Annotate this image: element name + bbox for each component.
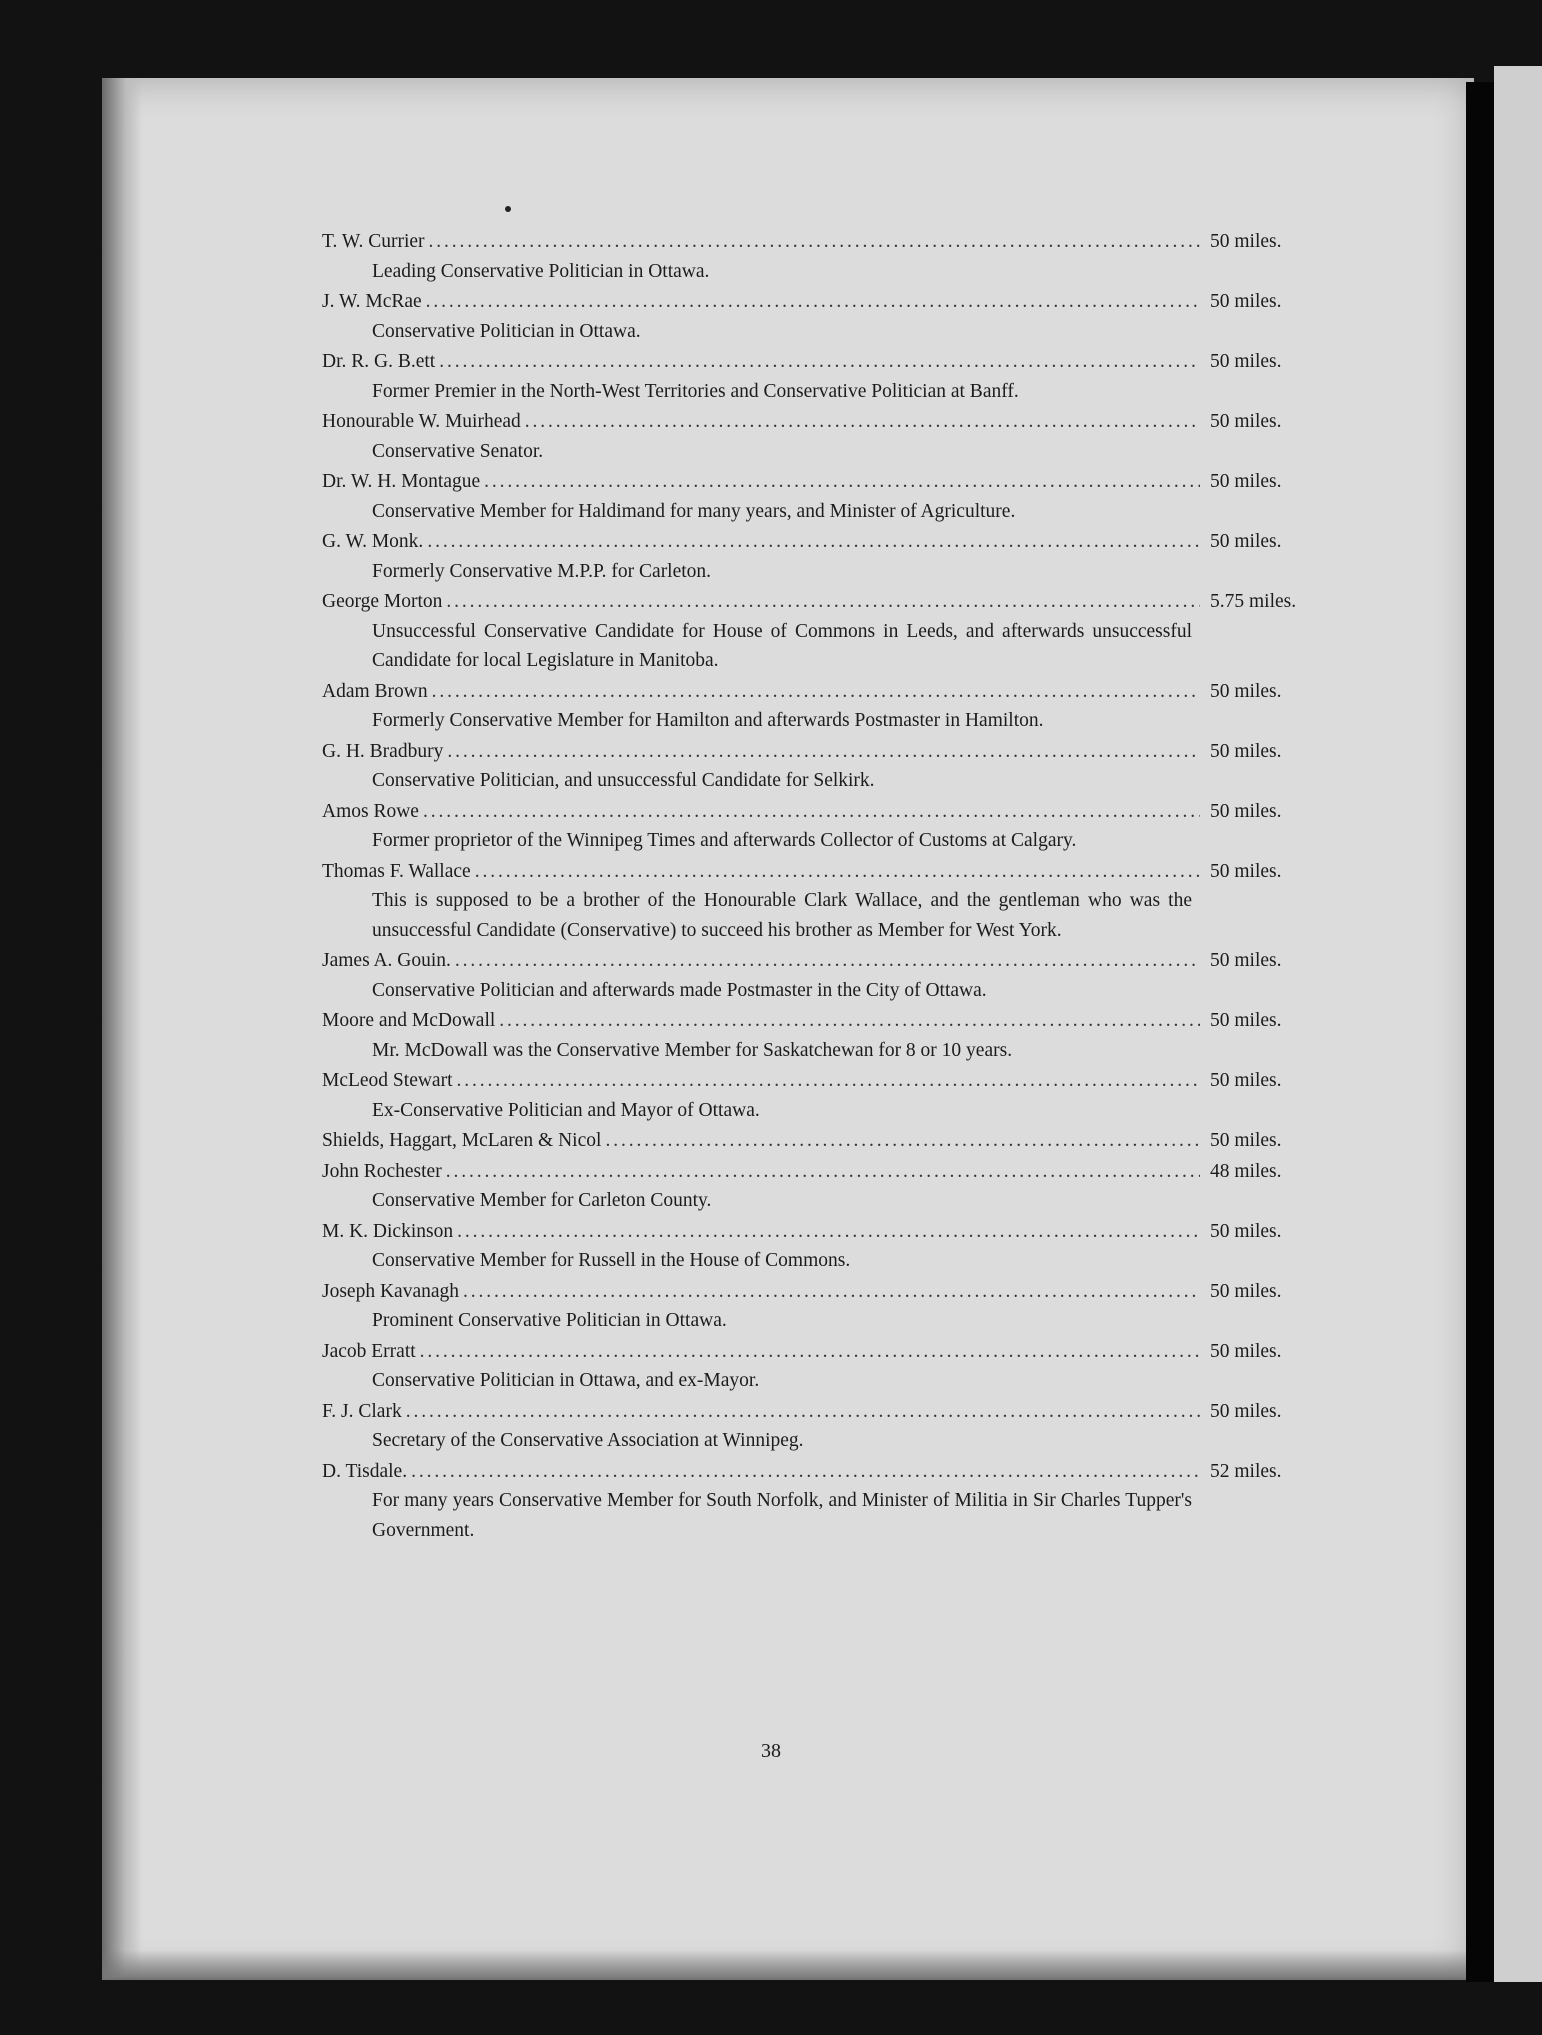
entry-name: Joseph Kavanagh xyxy=(322,1280,460,1302)
entry-description: Formerly Conservative Member for Hamilton and afterwards Postmaster in Hamilton. xyxy=(372,710,1044,731)
dot-leader xyxy=(423,797,1200,827)
entry-distance: 50 miles. xyxy=(1210,411,1282,432)
dot-leader xyxy=(525,407,1200,437)
entry-distance: 50 miles. xyxy=(1210,231,1282,252)
entry-heading-row xyxy=(322,857,1332,887)
entry-distance: 50 miles. xyxy=(1210,1070,1282,1091)
ink-dot xyxy=(505,206,511,212)
entry-heading-row xyxy=(322,1066,1332,1096)
dot-leader xyxy=(446,587,1200,617)
dot-leader xyxy=(432,677,1200,707)
entry-description: Conservative Senator. xyxy=(372,440,544,462)
entry-heading-row xyxy=(322,467,1332,497)
entry-distance: 50 miles. xyxy=(1210,950,1282,971)
entry-heading-row xyxy=(322,1457,1332,1487)
list-item xyxy=(322,1397,1332,1456)
list-item xyxy=(322,1006,1332,1065)
entry-name: Adam Brown xyxy=(322,680,428,702)
entry-heading-row xyxy=(322,1397,1332,1427)
entry-description: Conservative Member for Carleton County. xyxy=(372,1190,712,1211)
entry-description: Ex-Conservative Politician and Mayor of Ottawa. xyxy=(372,1099,760,1121)
entry-description: This is supposed to be a brother of the Honourable Clark Wallace, and the gentleman who was the unsuccessful Candidate (Conservative) to succeed his brother as Member for West York. xyxy=(372,890,1192,941)
entry-list xyxy=(322,227,1332,1546)
page-bottom-shadow xyxy=(102,1950,1474,1980)
dot-leader xyxy=(605,1126,1200,1156)
entry-distance: 50 miles. xyxy=(1210,471,1282,492)
page-number: 38 xyxy=(761,1740,781,1762)
list-item xyxy=(322,587,1332,676)
entry-heading-row xyxy=(322,587,1332,617)
entry-distance: 50 miles. xyxy=(1210,1010,1282,1031)
list-item xyxy=(322,677,1332,736)
entry-heading-row xyxy=(322,1157,1332,1187)
entry-name: G. H. Bradbury xyxy=(322,740,444,762)
entry-distance: 50 miles. xyxy=(1210,680,1282,702)
list-item xyxy=(322,527,1332,586)
dot-leader xyxy=(475,857,1200,887)
entry-heading-row xyxy=(322,737,1332,767)
entry-description: Former Premier in the North-West Territories and Conservative Politician at Banff. xyxy=(372,380,1019,402)
entry-description: Prominent Conservative Politician in Ottawa. xyxy=(372,1310,727,1331)
dot-leader xyxy=(426,287,1200,317)
list-item xyxy=(322,1157,1332,1216)
list-item xyxy=(322,347,1332,406)
dot-leader xyxy=(463,1277,1200,1307)
entry-description: Leading Conservative Politician in Ottawa. xyxy=(372,260,710,282)
list-item xyxy=(322,227,1332,286)
list-item xyxy=(322,1337,1332,1396)
entry-distance: 50 miles. xyxy=(1210,1400,1282,1422)
entry-name: D. Tisdale. xyxy=(322,1460,408,1482)
entry-heading-row xyxy=(322,1277,1332,1307)
entry-description: Conservative Member for Haldimand for many years, and Minister of Agriculture. xyxy=(372,500,1016,522)
entry-distance: 48 miles. xyxy=(1210,1160,1282,1182)
entry-description: Conservative Politician, and unsuccessful Candidate for Selkirk. xyxy=(372,770,875,791)
entry-description: Formerly Conservative M.P.P. for Carleton. xyxy=(372,560,712,582)
entry-name: George Morton xyxy=(322,591,443,612)
entry-distance: 50 miles. xyxy=(1210,860,1282,882)
entry-name: Amos Rowe xyxy=(322,800,419,822)
book-spine xyxy=(1466,82,1494,1982)
entry-description: Mr. McDowall was the Conservative Member for Saskatchewan for 8 or 10 years. xyxy=(372,1039,1013,1061)
list-item xyxy=(322,946,1332,1005)
list-item xyxy=(322,797,1332,856)
dot-leader xyxy=(499,1006,1200,1036)
dot-leader xyxy=(427,527,1200,557)
entry-name: McLeod Stewart xyxy=(322,1070,453,1091)
entry-name: Moore and McDowall xyxy=(322,1010,496,1031)
dot-leader xyxy=(429,227,1200,257)
entry-heading-row xyxy=(322,347,1332,377)
entry-heading-row xyxy=(322,407,1332,437)
entry-description: Former proprietor of the Winnipeg Times and afterwards Collector of Customs at Calgary. xyxy=(372,830,1077,851)
dot-leader xyxy=(406,1397,1200,1427)
entry-name: G. W. Monk. xyxy=(322,531,424,552)
entry-name: Jacob Erratt xyxy=(322,1340,416,1362)
list-item xyxy=(322,287,1332,346)
entry-heading-row xyxy=(322,1126,1332,1156)
entry-heading-row xyxy=(322,1217,1332,1247)
entry-name: James A. Gouin. xyxy=(322,950,451,971)
entry-distance: 5.75 miles. xyxy=(1210,591,1297,612)
list-item xyxy=(322,407,1332,466)
entry-name: John Rochester xyxy=(322,1160,442,1182)
list-item xyxy=(322,857,1332,946)
entry-name: J. W. McRae xyxy=(322,291,422,312)
list-item xyxy=(322,1217,1332,1276)
entry-description: Secretary of the Conservative Association at Winnipeg. xyxy=(372,1430,804,1451)
entry-name: Dr. W. H. Montague xyxy=(322,471,481,492)
entry-description: Conservative Member for Russell in the House of Commons. xyxy=(372,1250,851,1271)
entry-heading-row xyxy=(322,1006,1332,1036)
entry-name: Shields, Haggart, McLaren & Nicol xyxy=(322,1130,602,1151)
entry-distance: 52 miles. xyxy=(1210,1460,1282,1482)
dot-leader xyxy=(420,1337,1200,1367)
entry-name: M. K. Dickinson xyxy=(322,1220,454,1242)
list-item xyxy=(322,1457,1332,1546)
list-item xyxy=(322,467,1332,526)
entry-heading-row xyxy=(322,287,1332,317)
entry-distance: 50 miles. xyxy=(1210,1220,1282,1242)
entry-description: Conservative Politician in Ottawa. xyxy=(372,320,641,342)
dot-leader xyxy=(455,946,1200,976)
dot-leader xyxy=(484,467,1200,497)
entry-name: Dr. R. G. B.ett xyxy=(322,351,436,372)
entry-heading-row xyxy=(322,1337,1332,1367)
entry-heading-row xyxy=(322,227,1332,257)
entry-name: T. W. Currier xyxy=(322,231,425,252)
dot-leader xyxy=(446,1157,1200,1187)
entry-distance: 50 miles. xyxy=(1210,800,1282,822)
list-item xyxy=(322,1277,1332,1336)
entry-distance: 50 miles. xyxy=(1210,531,1282,552)
list-item xyxy=(322,1066,1332,1125)
entry-distance: 50 miles. xyxy=(1210,351,1282,372)
entry-distance: 50 miles. xyxy=(1210,1280,1282,1302)
entry-description: Conservative Politician and afterwards made Postmaster in the City of Ottawa. xyxy=(372,979,987,1001)
entry-heading-row xyxy=(322,677,1332,707)
dot-leader xyxy=(457,1066,1200,1096)
list-item xyxy=(322,737,1332,796)
entry-distance: 50 miles. xyxy=(1210,740,1282,762)
page-binding-shadow xyxy=(102,78,142,1978)
entry-distance: 50 miles. xyxy=(1210,291,1282,312)
dot-leader xyxy=(447,737,1200,767)
entry-heading-row xyxy=(322,946,1332,976)
dot-leader xyxy=(457,1217,1200,1247)
entry-distance: 50 miles. xyxy=(1210,1340,1282,1362)
dot-leader xyxy=(439,347,1200,377)
entry-description: For many years Conservative Member for South Norfolk, and Minister of Militia in Sir Charles Tupper's Government. xyxy=(372,1490,1192,1541)
list-item xyxy=(322,1126,1332,1156)
dot-leader xyxy=(411,1457,1200,1487)
entry-name: F. J. Clark xyxy=(322,1400,402,1422)
entry-description: Conservative Politician in Ottawa, and ex-Mayor. xyxy=(372,1370,760,1391)
entry-heading-row xyxy=(322,797,1332,827)
entry-distance: 50 miles. xyxy=(1210,1130,1282,1151)
facing-page-edge xyxy=(1494,66,1542,1982)
entry-name: Thomas F. Wallace xyxy=(322,860,471,882)
entry-heading-row xyxy=(322,527,1332,557)
entry-name: Honourable W. Muirhead xyxy=(322,411,521,432)
entry-description: Unsuccessful Conservative Candidate for House of Commons in Leeds, and afterwards unsuccessful Candidate for local Legislature in Manitoba. xyxy=(372,620,1192,671)
